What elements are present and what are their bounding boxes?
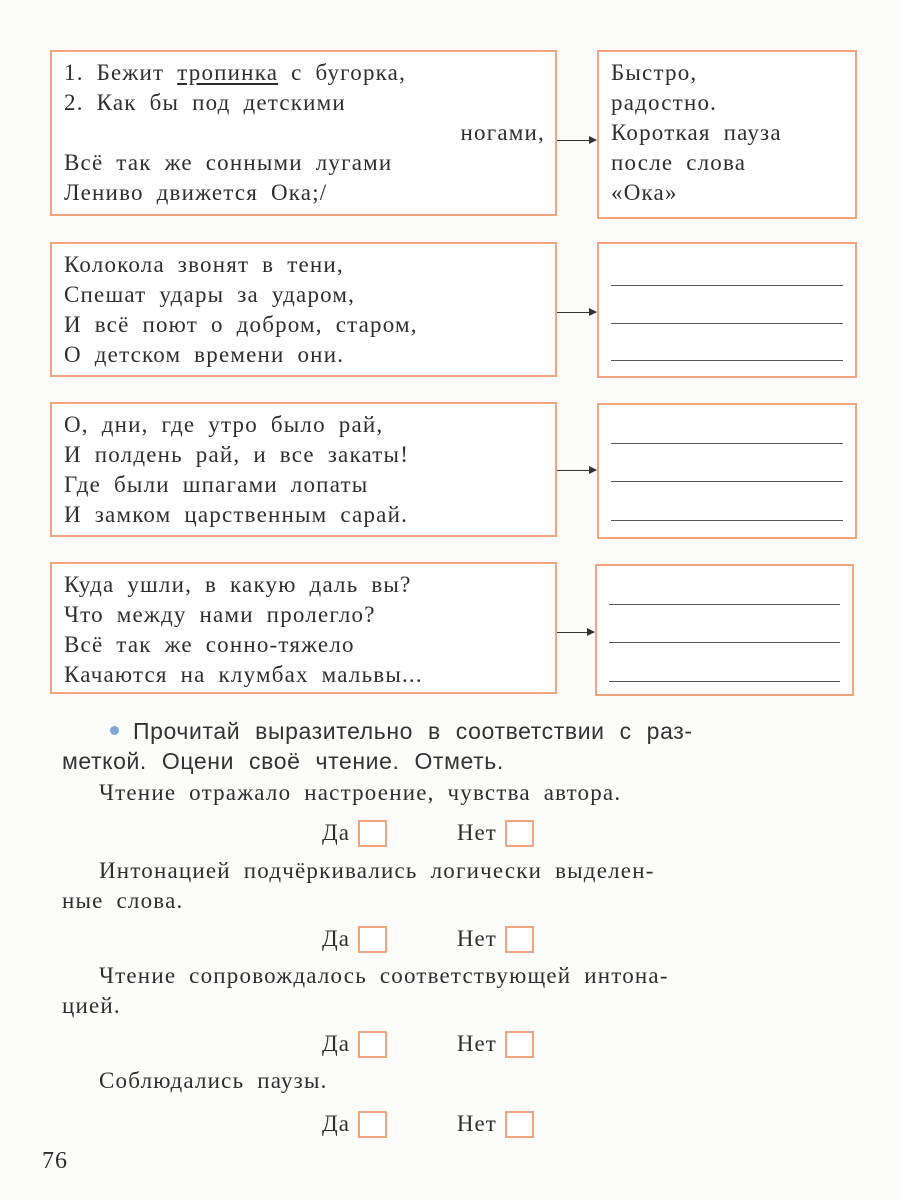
no-label: Нет (456, 1111, 497, 1136)
poem-line: Колокола звонят в тени, (64, 252, 344, 277)
answer-line-blank[interactable] (611, 443, 843, 444)
no-checkbox[interactable] (505, 820, 534, 847)
arrow-icon (557, 140, 596, 141)
instruction (62, 716, 852, 776)
poem-line: Что между нами пролегло? (64, 602, 376, 627)
no-checkbox[interactable] (505, 1111, 534, 1138)
no-label: Нет (456, 820, 497, 845)
answer-box-1 (597, 50, 857, 219)
question-4 (62, 1066, 852, 1096)
question-1 (62, 778, 852, 808)
poem-box-4 (50, 562, 557, 694)
underlined-word: тропинка (177, 60, 279, 85)
yes-checkbox[interactable] (358, 820, 387, 847)
answer-line: Быстро, (611, 60, 698, 85)
no-checkbox[interactable] (505, 926, 534, 953)
question-text: Интонацией подчёркивались логически выделен- (99, 858, 655, 883)
answer-line: радостно. (611, 90, 718, 115)
poem-box-2 (50, 242, 557, 377)
answer-box-4[interactable] (595, 564, 854, 696)
instruction-line: Прочитай выразительно в соответствии с раз- (133, 718, 693, 744)
poem-box-1 (50, 50, 557, 216)
poem-line: Всё так же сонными лугами (64, 150, 393, 175)
answer-line-blank[interactable] (611, 481, 843, 482)
no-label: Нет (456, 926, 497, 951)
arrow-icon (557, 470, 596, 471)
answer-line-blank[interactable] (609, 604, 840, 605)
poem-line: Всё так же сонно-тяжело (64, 632, 355, 657)
poem-line: И полдень рай, и все закаты! (64, 442, 410, 467)
yes-checkbox[interactable] (358, 1031, 387, 1058)
poem-box-3 (50, 402, 557, 537)
question-text: ные слова. (62, 888, 184, 913)
answer-line-blank[interactable] (609, 681, 840, 682)
answer-line: «Ока» (611, 180, 678, 205)
no-checkbox[interactable] (505, 1031, 534, 1058)
answer-box-3[interactable] (597, 403, 857, 539)
yes-label: Да (322, 1031, 350, 1056)
answer-line-blank[interactable] (609, 642, 840, 643)
page-number: 76 (42, 1148, 68, 1174)
poem-line: И замком царственным сарай. (64, 502, 409, 527)
poem-line: О, дни, где утро было рай, (64, 412, 384, 437)
yes-label: Да (322, 820, 350, 845)
answer-row-1 (322, 818, 534, 848)
poem-line: с бугорка, (291, 60, 407, 85)
question-2 (62, 856, 852, 916)
poem-line: Лениво движется Ока;/ (64, 180, 328, 205)
answer-box-2[interactable] (597, 242, 857, 378)
answer-line-blank[interactable] (611, 520, 843, 521)
yes-label: Да (322, 926, 350, 951)
instruction-line: меткой. Оцени своё чтение. Отметь. (62, 748, 504, 774)
answer-line-blank[interactable] (611, 323, 843, 324)
yes-checkbox[interactable] (358, 1111, 387, 1138)
question-text: Соблюдались паузы. (99, 1068, 328, 1093)
question-text: Чтение отражало настроение, чувства автора. (99, 780, 622, 805)
poem-line: Где были шпагами лопаты (64, 472, 369, 497)
arrow-icon (557, 632, 594, 633)
question-text: Чтение сопровождалось соответствующей интона- (99, 963, 669, 988)
poem-line: Качаются на клумбах мальвы... (64, 662, 423, 687)
yes-label: Да (322, 1111, 350, 1136)
poem-line: О детском времени они. (64, 342, 345, 367)
answer-line: Короткая пауза (611, 120, 782, 145)
no-label: Нет (456, 1031, 497, 1056)
answer-line-blank[interactable] (611, 360, 843, 361)
yes-checkbox[interactable] (358, 926, 387, 953)
arrow-icon (557, 312, 596, 313)
answer-line: после слова (611, 150, 747, 175)
answer-row-4 (322, 1109, 534, 1139)
poem-line: 1. Бежит (64, 60, 165, 85)
answer-line-blank[interactable] (611, 285, 843, 286)
poem-line: Куда ушли, в какую даль вы? (64, 572, 412, 597)
question-text: цией. (62, 993, 121, 1018)
poem-line: И всё поют о добром, старом, (64, 312, 418, 337)
poem-line: 2. Как бы под детскими (64, 90, 346, 115)
question-3 (62, 961, 852, 1021)
poem-line: ногами, (460, 120, 545, 145)
bullet-icon (110, 726, 119, 735)
poem-line: Спешат удары за ударом, (64, 282, 356, 307)
answer-row-3 (322, 1029, 534, 1059)
answer-row-2 (322, 924, 534, 954)
